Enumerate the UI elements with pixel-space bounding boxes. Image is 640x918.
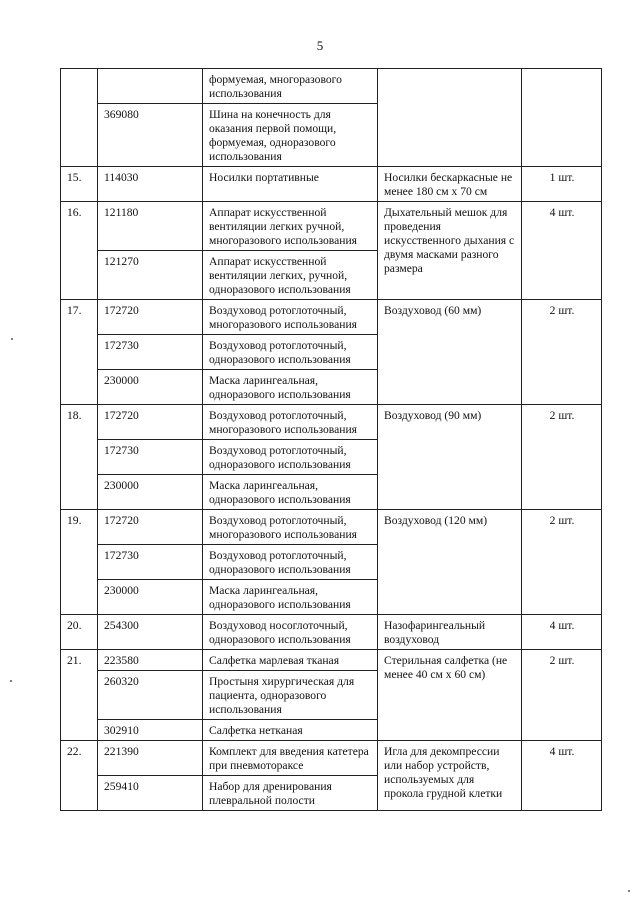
- item-code: 369080: [98, 104, 203, 167]
- item-code: 254300: [98, 615, 203, 650]
- item-quantity: 2 шт.: [522, 300, 602, 405]
- item-name: Воздуховод ротоглоточный, одноразового использования: [203, 440, 378, 475]
- row-number: 16.: [61, 202, 98, 300]
- item-name: Салфетка нетканая: [203, 720, 378, 741]
- item-quantity: 2 шт.: [522, 650, 602, 741]
- item-code: 172720: [98, 510, 203, 545]
- equipment-table-body: [61, 69, 602, 811]
- item-description: Стерильная салфетка (не менее 40 см х 60 см): [378, 650, 522, 741]
- item-code: 172730: [98, 335, 203, 370]
- item-code: 114030: [98, 167, 203, 202]
- item-code: 302910: [98, 720, 203, 741]
- table-row: [61, 202, 602, 251]
- item-description: Игла для декомпрессии или набор устройств, используемых для прокола грудной клетки: [378, 741, 522, 811]
- item-description: Воздуховод (120 мм): [378, 510, 522, 615]
- item-name: Набор для дренирования плевральной полости: [203, 776, 378, 811]
- item-name: Маска ларингеальная, одноразового использования: [203, 580, 378, 615]
- table-row: [61, 300, 602, 335]
- item-code: 172720: [98, 300, 203, 335]
- item-description: Назофарингеальный воздуховод: [378, 615, 522, 650]
- item-code: 121270: [98, 251, 203, 300]
- item-name: Воздуховод ротоглоточный, многоразового использования: [203, 300, 378, 335]
- item-code: 121180: [98, 202, 203, 251]
- item-name: Воздуховод ротоглоточный, многоразового использования: [203, 405, 378, 440]
- item-description: Воздуховод (90 мм): [378, 405, 522, 510]
- row-number: [61, 69, 98, 167]
- item-name: Воздуховод ротоглоточный, одноразового использования: [203, 545, 378, 580]
- table-row: [61, 741, 602, 776]
- item-code: 259410: [98, 776, 203, 811]
- item-description: Носилки бескаркасные не менее 180 см х 70 см: [378, 167, 522, 202]
- table-row: [61, 650, 602, 671]
- row-number: 19.: [61, 510, 98, 615]
- item-name: Шина на конечность для оказания первой помощи, формуемая, одноразового использования: [203, 104, 378, 167]
- item-name: Воздуховод ротоглоточный, одноразового использования: [203, 335, 378, 370]
- item-quantity: 4 шт.: [522, 202, 602, 300]
- row-number: 18.: [61, 405, 98, 510]
- item-quantity: 4 шт.: [522, 615, 602, 650]
- equipment-table: [60, 68, 602, 811]
- item-code: 230000: [98, 370, 203, 405]
- item-quantity: 2 шт.: [522, 405, 602, 510]
- table-row: [61, 510, 602, 545]
- item-name: формуемая, многоразового использования: [203, 69, 378, 104]
- item-code: 172720: [98, 405, 203, 440]
- table-row: [61, 405, 602, 440]
- item-quantity: [522, 69, 602, 167]
- item-description: [378, 69, 522, 167]
- table-row: [61, 615, 602, 650]
- row-number: 22.: [61, 741, 98, 811]
- item-code: 230000: [98, 580, 203, 615]
- item-code: 223580: [98, 650, 203, 671]
- scan-speck: [628, 890, 630, 892]
- item-name: Носилки портативные: [203, 167, 378, 202]
- page-number: 5: [316, 38, 324, 53]
- item-code: 172730: [98, 440, 203, 475]
- item-code: 260320: [98, 671, 203, 720]
- item-name: Салфетка марлевая тканая: [203, 650, 378, 671]
- item-name: Воздуховод носоглоточный, одноразового использования: [203, 615, 378, 650]
- item-quantity: 2 шт.: [522, 510, 602, 615]
- item-name: Воздуховод ротоглоточный, многоразового использования: [203, 510, 378, 545]
- item-name: Простыня хирургическая для пациента, одноразового использования: [203, 671, 378, 720]
- item-code: [98, 69, 203, 104]
- item-name: Аппарат искусственной вентиляции легких ручной, многоразового использования: [203, 202, 378, 251]
- item-name: Комплект для введения катетера при пневмотораксе: [203, 741, 378, 776]
- table-row: [61, 69, 602, 104]
- item-name: Аппарат искусственной вентиляции легких, ручной, одноразового использования: [203, 251, 378, 300]
- scan-speck: [11, 338, 13, 340]
- item-description: Воздуховод (60 мм): [378, 300, 522, 405]
- table-row: [61, 167, 602, 202]
- row-number: 15.: [61, 167, 98, 202]
- item-code: 221390: [98, 741, 203, 776]
- item-name: Маска ларингеальная, одноразового использования: [203, 475, 378, 510]
- item-code: 230000: [98, 475, 203, 510]
- row-number: 17.: [61, 300, 98, 405]
- scan-speck: [10, 680, 12, 682]
- item-quantity: 1 шт.: [522, 167, 602, 202]
- row-number: 21.: [61, 650, 98, 741]
- row-number: 20.: [61, 615, 98, 650]
- item-description: Дыхательный мешок для проведения искусственного дыхания с двумя масками разного размера: [378, 202, 522, 300]
- item-quantity: 4 шт.: [522, 741, 602, 811]
- item-code: 172730: [98, 545, 203, 580]
- item-name: Маска ларингеальная, одноразового использования: [203, 370, 378, 405]
